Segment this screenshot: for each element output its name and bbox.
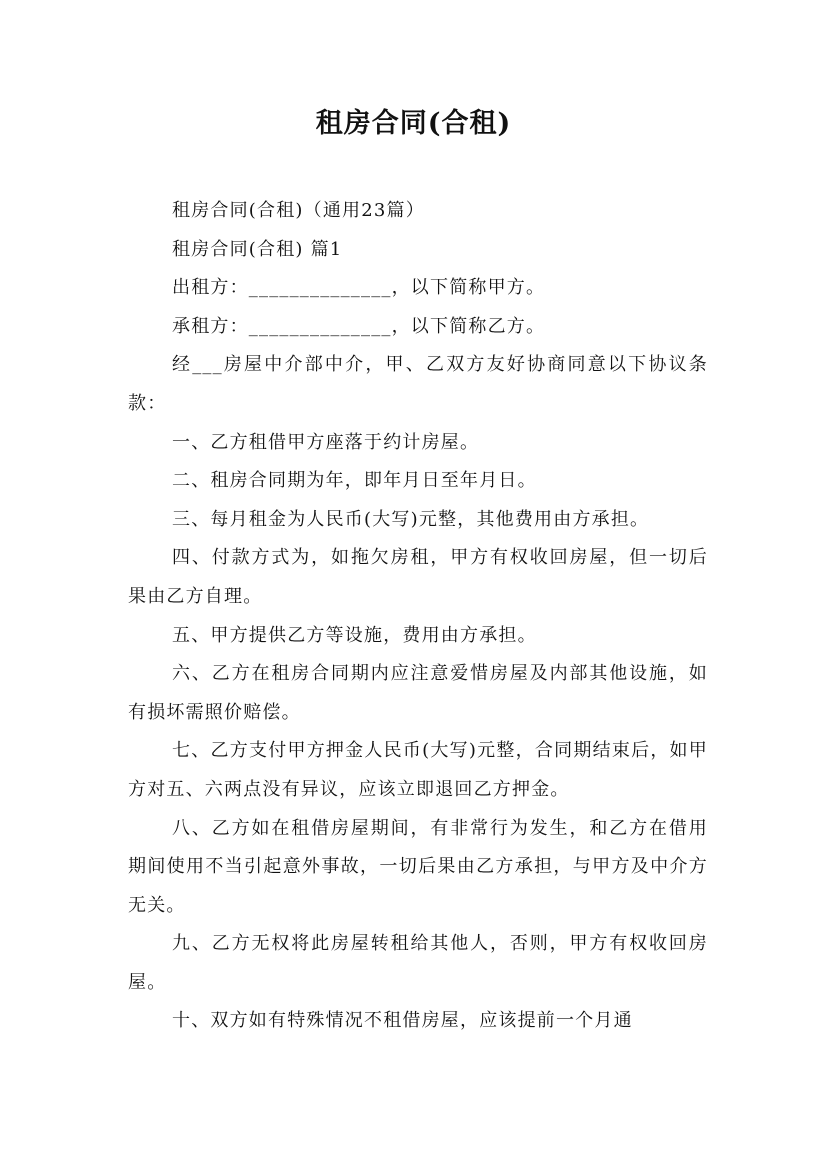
paragraph-clause-7: 七、乙方支付甲方押金人民币(大写)元整，合同期结束后，如甲方对五、六两点没有异议，应该立即退回乙方押金。 [128,740,708,800]
paragraph-clause-2: 二、租房合同期为年，即年月日至年月日。 [172,470,537,492]
paragraph-lessor: 出租方：______________，以下简称甲方。 [172,277,546,299]
paragraph-lessee: 承租方：______________，以下简称乙方。 [172,315,546,337]
paragraph-intro: 经___房屋中介部中介，甲、乙双方友好协商同意以下协议条款： [128,354,708,414]
document-title: 租房合同(合租) [315,108,512,139]
paragraph-subtitle: 租房合同(合租)（通用23篇） [172,200,425,221]
paragraph-clause-6: 六、乙方在租房合同期内应注意爱惜房屋及内部其他设施，如有损坏需照价赔偿。 [128,663,708,723]
paragraph-clause-4: 四、付款方式为，如拖欠房租，甲方有权收回房屋，但一切后果由乙方自理。 [128,547,708,607]
paragraph-section-heading: 租房合同(合租) 篇1 [172,238,343,260]
document-body [128,192,708,1041]
paragraph-clause-8: 八、乙方如在租借房屋期间，有非常行为发生，和乙方在借用期间使用不当引起意外事故，一切后果由乙方承担，与甲方及中介方无关。 [128,817,708,916]
paragraph-clause-9: 九、乙方无权将此房屋转租给其他人，否则，甲方有权收回房屋。 [128,933,708,993]
paragraph-clause-5: 五、甲方提供乙方等设施，费用由方承担。 [172,624,537,646]
paragraph-clause-1: 一、乙方租借甲方座落于约计房屋。 [172,431,480,453]
paragraph-clause-10: 十、双方如有特殊情况不租借房屋，应该提前一个月通 [172,1010,633,1032]
paragraph-clause-3: 三、每月租金为人民币(大写)元整，其他费用由方承担。 [172,508,650,530]
